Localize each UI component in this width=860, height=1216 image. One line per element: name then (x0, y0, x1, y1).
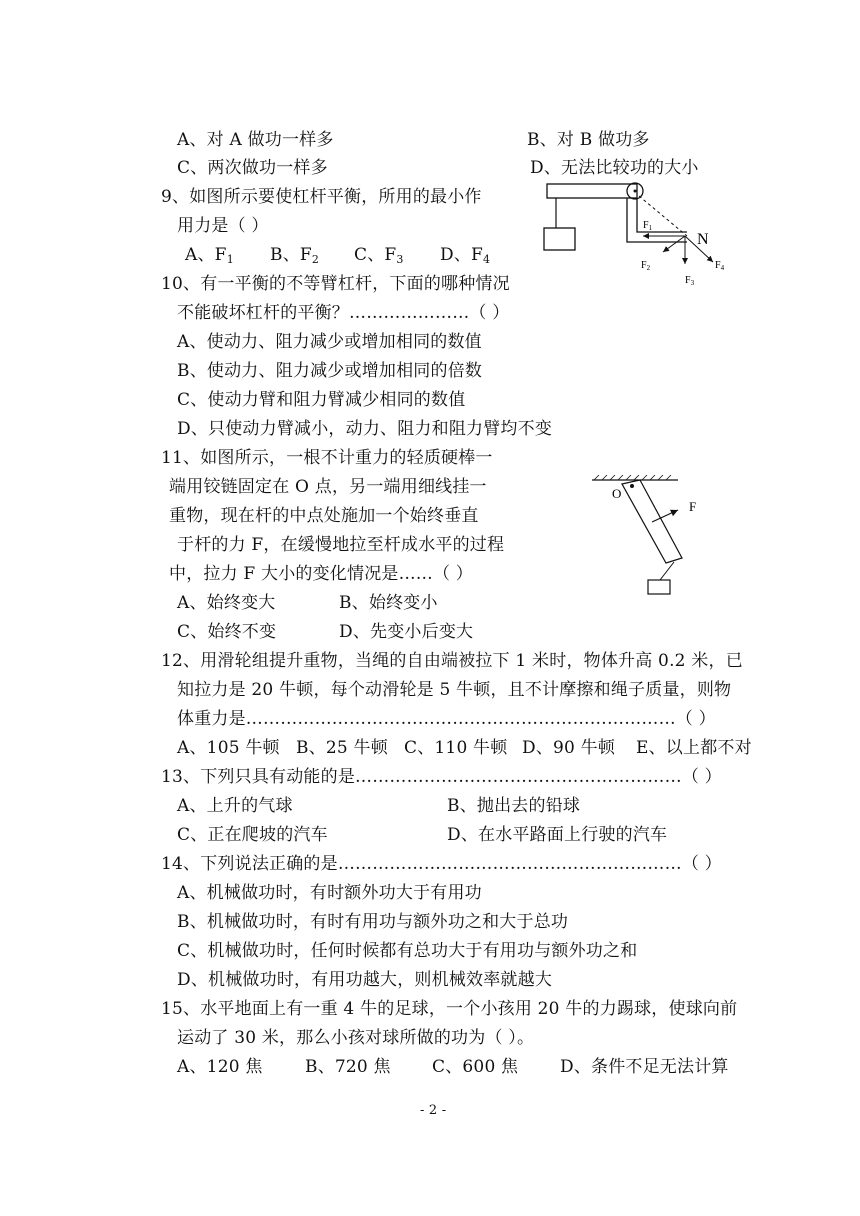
force-f-arrow (652, 510, 678, 522)
label-f: F (689, 499, 697, 514)
q11-stem-line3: 重物，现在杆的中点处施加一个始终垂直 (169, 506, 479, 526)
q9-stem-line1: 9、如图所示要使杠杆平衡，所用的最小作 (161, 187, 482, 207)
q12-stem-line2: 知拉力是 20 牛顿，每个动滑轮是 5 牛顿，且不计摩擦和绳子质量，则物 (177, 680, 732, 700)
q11-stem-line2: 端用铰链固定在 O 点，另一端用细线挂一 (169, 477, 487, 497)
q11-stem-line1: 11、如图所示，一根不计重力的轻质硬棒一 (161, 448, 493, 468)
q9-option-d: D、$F_4$ (440, 245, 491, 266)
q13-option-c: C、正在爬坡的汽车 (177, 825, 328, 845)
svg-text:F4: $F_4$ (715, 260, 725, 272)
hanging-weight (544, 228, 575, 250)
lever-bar (547, 184, 637, 198)
q11-weight (648, 580, 670, 594)
hinge-o (630, 484, 634, 488)
q10-option-c: C、使动力臂和阻力臂减少相同的数值 (177, 390, 466, 410)
q11-stem-line4: 于杆的力 F，在缓慢地拉至杆成水平的过程 (177, 535, 505, 555)
q9-stem-line2: 用力是（ ） (177, 216, 269, 236)
q13-option-a: A、上升的气球 (177, 796, 293, 816)
svg-text:F2: $F_2$ (641, 260, 651, 272)
q15-stem-line1: 15、水平地面上有一重 4 牛的足球，一个小孩用 20 牛的力踢球，使球向前 (161, 999, 738, 1019)
label-o: O (612, 486, 622, 501)
q14-option-c: C、机械做功时，任何时候都有总功大于有用功与额外功之和 (177, 941, 638, 961)
q14-stem: 14、下列说法正确的是……………………………………………………（ ） (161, 854, 722, 874)
q15-option-d: D、条件不足无法计算 (560, 1057, 729, 1077)
q12-stem-line3: 体重力是…………………………………………………………………（ ） (177, 709, 716, 729)
q12-stem-line1: 12、用滑轮组提升重物，当绳的自由端被拉下 1 米时，物体升高 0.2 米，已 (161, 651, 743, 671)
q11-stem-line5: 中，拉力 F 大小的变化情况是……（ ） (169, 564, 474, 584)
q15-stem-line2: 运动了 30 米，那么小孩对球所做的功为（ ）。 (177, 1028, 535, 1048)
q8-option-b: B、对 B 做功多 (527, 130, 650, 150)
q15-option-b: B、720 焦 (305, 1057, 391, 1077)
q14-option-a: A、机械做功时，有时额外功大于有用功 (177, 883, 482, 903)
q10-stem-line1: 10、有一平衡的不等臂杠杆，下面的哪种情况 (161, 274, 510, 294)
q14-option-b: B、机械做功时，有时有用功与额外功之和大于总功 (177, 912, 569, 932)
svg-text:F1: $F_1$ (643, 220, 653, 232)
q10-option-b: B、使动力、阻力减少或增加相同的倍数 (177, 361, 483, 381)
page-number: - 2 - (420, 1103, 447, 1118)
q12-option-b: B、25 牛顿 (296, 738, 388, 758)
q11-rod-figure (590, 470, 720, 600)
q11-option-b: B、始终变小 (339, 593, 438, 613)
q12-option-c: C、110 牛顿 (404, 738, 508, 758)
q8-option-a: A、对 A 做功一样多 (177, 130, 334, 150)
q15-option-c: C、600 焦 (432, 1057, 519, 1077)
q15-option-a: A、120 焦 (177, 1057, 263, 1077)
q9-lever-figure (535, 176, 735, 291)
q9-option-b: B、$F_2$ (270, 245, 320, 266)
q9-option-a: A、$F_1$ (185, 245, 234, 266)
q8-option-c: C、两次做功一样多 (177, 158, 328, 178)
point-n-label: N (697, 231, 709, 248)
q13-option-d: D、在水平路面上行驶的汽车 (447, 825, 668, 845)
svg-text:F3: $F_3$ (685, 275, 695, 287)
q13-option-b: B、抛出去的铅球 (447, 796, 581, 816)
q13-stem: 13、下列只具有动能的是…………………………………………………（ ） (161, 767, 722, 787)
q12-option-d: D、90 牛顿 (522, 738, 616, 758)
q10-option-a: A、使动力、阻力减少或增加相同的数值 (177, 332, 482, 352)
q10-stem-line2: 不能破坏杠杆的平衡？…………………（ ） (177, 303, 510, 323)
q8-option-d: D、无法比较功的大小 (530, 158, 699, 178)
q10-option-d: D、只使动力臂减小，动力、阻力和阻力臂均不变 (177, 419, 553, 439)
q11-option-d: D、先变小后变大 (339, 622, 474, 642)
q11-option-c: C、始终不变 (177, 622, 277, 642)
force-f2-arrow (663, 236, 685, 252)
q12-option-e: E、以上都不对 (636, 738, 752, 758)
q12-option-a: A、105 牛顿 (177, 738, 280, 758)
q11-option-a: A、始终变大 (177, 593, 276, 613)
q14-option-d: D、机械做功时，有用功越大，则机械效率就越大 (177, 970, 553, 990)
q9-option-c: C、$F_3$ (354, 245, 404, 266)
